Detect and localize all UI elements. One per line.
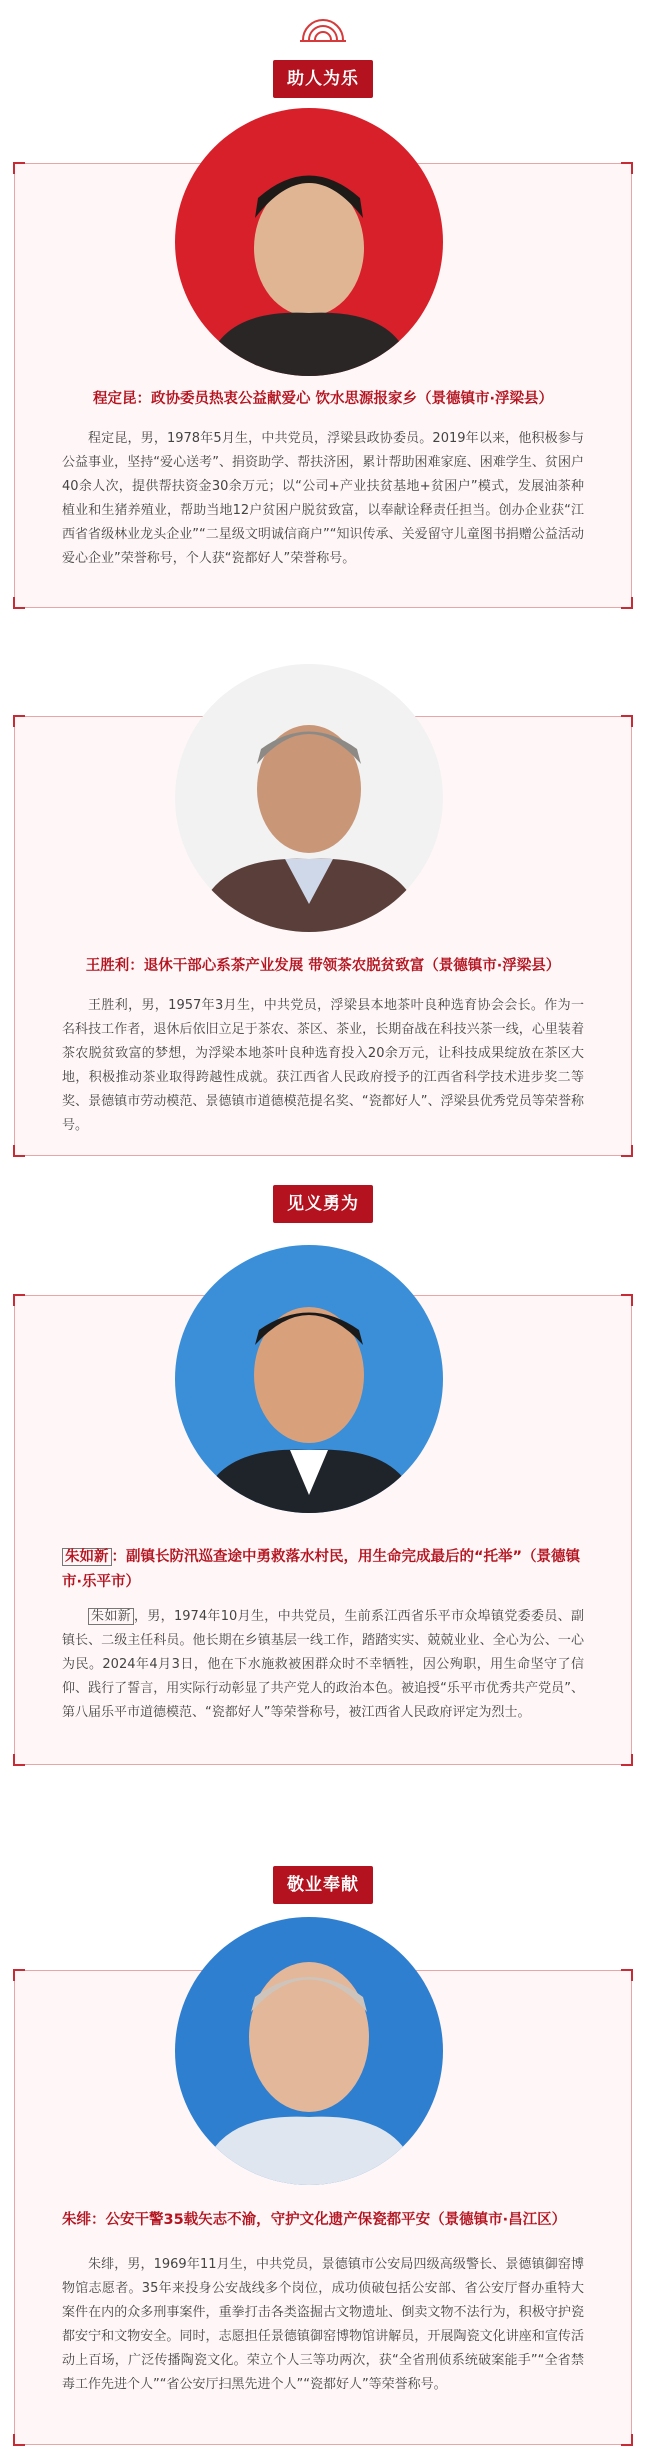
portrait-photo	[175, 1245, 443, 1513]
person-headline: 朱绯：公安干警35载矢志不渝，守护文化遗产保瓷都平安（景德镇市·昌江区）	[62, 2212, 567, 2228]
portrait-photo	[175, 1917, 443, 2185]
person-headline: 程定昆：政协委员热衷公益献爱心 饮水思源报家乡（景德镇市·浮梁县）	[92, 391, 554, 407]
portrait-photo	[175, 108, 443, 376]
section-title-dedication: 敬业奉献	[273, 1866, 373, 1904]
portrait-photo	[175, 664, 443, 932]
person-bio: 朱如新 ，男，1974年10月生，中共党员，生前系江西省乐平市众埠镇党委委员、副镇长、二级主任科员。他长期在乡镇基层一线工作，踏踏实实、兢兢业业、全心为公、一心为民。2024年4月3日，他在下水施救被困群众时不幸牺牲，因公殉职，用生命坚守了信仰、践行了誓言，用实际行动彰显了共产党人的政治本色。被追授“乐平市优秀共产党员”、第八届乐平市道德模范、“瓷都好人”等荣誉称号，被江西省人民政府评定为烈士。	[62, 1609, 584, 1720]
cloud-ornament-icon	[0, 6, 646, 46]
person-name: 朱如新	[62, 1548, 112, 1566]
person-name: 朱如新	[88, 1608, 134, 1625]
section-title-bravery: 见义勇为	[273, 1185, 373, 1223]
person-headline: 朱如新 ：副镇长防汛巡查途中勇救落水村民，用生命完成最后的“托举”（景德镇市·乐平市）	[62, 1549, 581, 1590]
person-bio: 王胜利，男，1957年3月生，中共党员，浮梁县本地茶叶良种选育协会会长。作为一名科技工作者，退休后依旧立足于茶农、茶区、茶业，长期奋战在科技兴茶一线，心里装着茶农脱贫致富的梦想，为浮梁本地茶叶良种选育投入20余万元，让科技成果绽放在茶区大地，积极推动茶业取得跨越性成就。获江西省人民政府授予的江西省科学技术进步奖二等奖、景德镇市劳动模范、景德镇市道德模范提名奖、“瓷都好人”、浮梁县优秀党员等荣誉称号。	[62, 998, 584, 1133]
person-headline: 王胜利：退休干部心系茶产业发展 带领茶农脱贫致富（景德镇市·浮梁县）	[85, 958, 561, 974]
person-bio: 朱绯，男，1969年11月生，中共党员，景德镇市公安局四级高级警长、景德镇御窑博物馆志愿者。35年来投身公安战线多个岗位，成功侦破包括公安部、省公安厅督办重特大案件在内的众多刑事案件，重拳打击各类盗掘古文物遗址、倒卖文物不法行为，积极守护瓷都安宁和文物安全。同时，志愿担任景德镇御窑博物馆讲解员，开展陶瓷文化讲座和宣传活动上百场，广泛传播陶瓷文化。荣立个人三等功两次，获“全省刑侦系统破案能手”“全省禁毒工作先进个人”“省公安厅扫黑先进个人”“瓷都好人”等荣誉称号。	[62, 2257, 584, 2392]
section-title-helping: 助人为乐	[273, 60, 373, 98]
person-bio: 程定昆，男，1978年5月生，中共党员，浮梁县政协委员。2019年以来，他积极参与公益事业，坚持“爱心送考”、捐资助学、帮扶济困，累计帮助困难家庭、困难学生、贫困户40余人次，提供帮扶资金30余万元；以“公司+产业扶贫基地+贫困户”模式，发展油茶种植业和生猪养殖业，帮助当地12户贫困户脱贫致富，以奉献诠释责任担当。创办企业获“江西省省级林业龙头企业”“二星级文明诚信商户”“知识传承、关爱留守儿童图书捐赠公益活动爱心企业”荣誉称号，个人获“瓷都好人”荣誉称号。	[62, 431, 584, 566]
